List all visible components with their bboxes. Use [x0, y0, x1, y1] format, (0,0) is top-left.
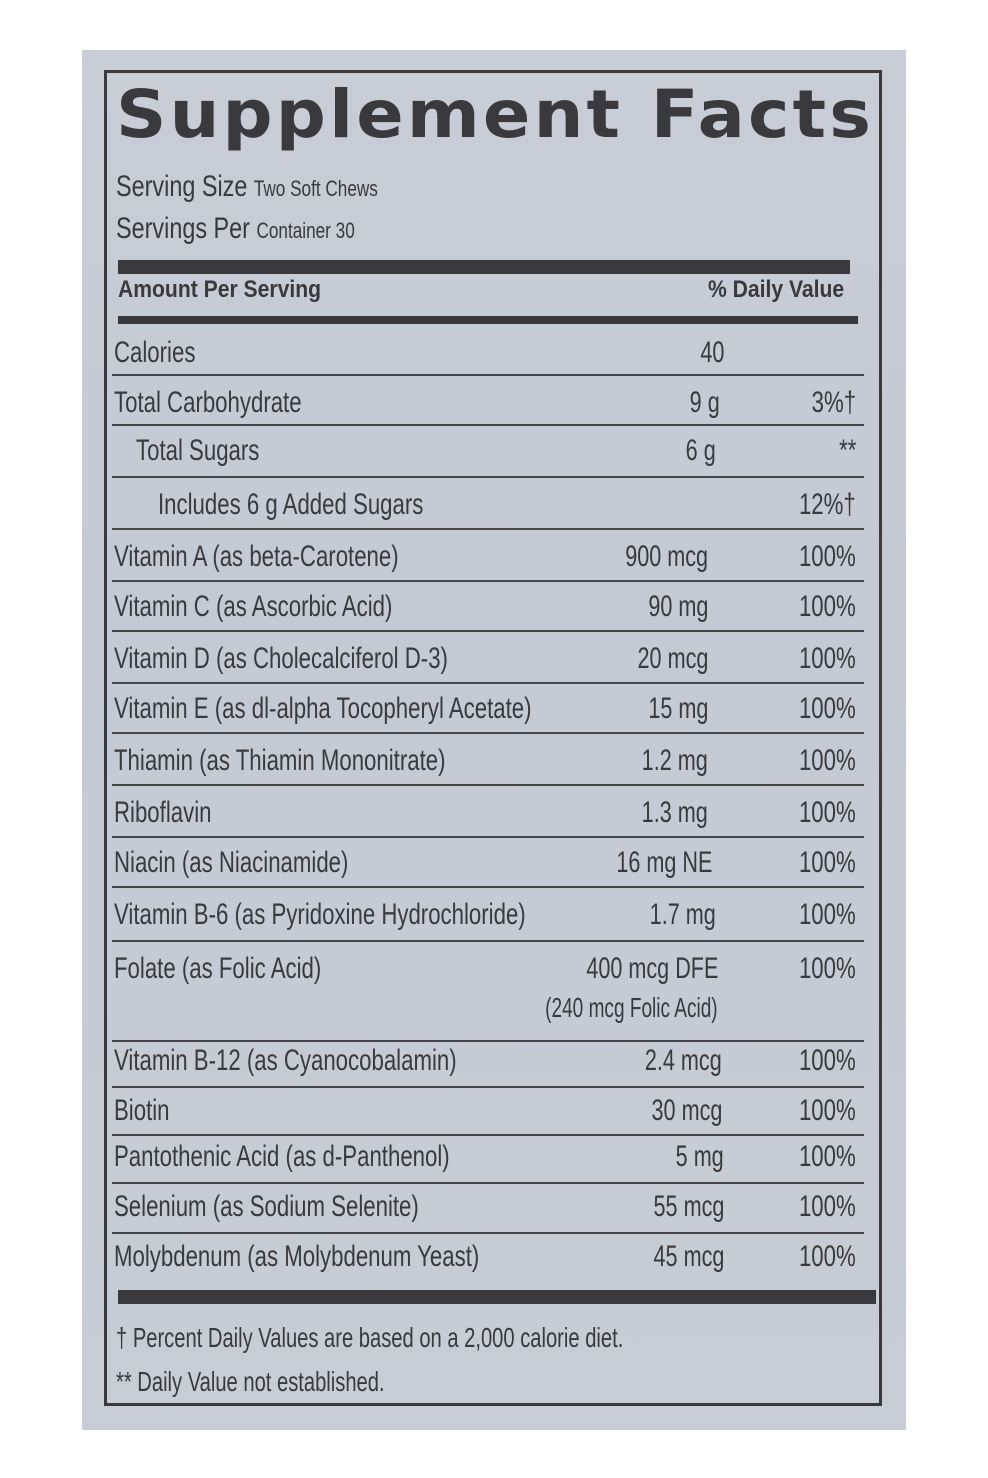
serving-size-value: Two Soft Chews	[253, 176, 378, 201]
nutrient-name: Thiamin (as Thiamin Mononitrate)	[114, 744, 446, 777]
nutrient-daily-value: 100%	[799, 692, 856, 725]
servings-per-container	[116, 212, 355, 246]
nutrient-amount: 5 mg	[675, 1140, 724, 1173]
nutrient-name: Riboflavin	[114, 796, 212, 829]
nutrient-amount: 1.3 mg	[641, 796, 708, 829]
nutrient-daily-value: 100%	[799, 846, 856, 879]
nutrient-name: Vitamin B-6 (as Pyridoxine Hydrochloride)	[114, 898, 526, 931]
table-row	[112, 1094, 864, 1136]
nutrient-name: Vitamin C (as Ascorbic Acid)	[114, 590, 393, 623]
nutrient-name: Includes 6 g Added Sugars	[158, 488, 424, 521]
nutrient-amount: 9 g	[689, 386, 720, 419]
nutrient-name: Biotin	[114, 1094, 170, 1127]
table-row	[112, 898, 864, 942]
table-row	[112, 692, 864, 734]
servings-per-container-value: Container 30	[256, 218, 355, 243]
top-thick-rule	[118, 260, 850, 274]
nutrient-name: Vitamin B-12 (as Cyanocobalamin)	[114, 1044, 457, 1077]
nutrient-daily-value: 100%	[799, 1240, 856, 1273]
nutrient-amount: 400 mcg DFE	[585, 952, 718, 985]
nutrient-daily-value: 100%	[799, 540, 856, 573]
nutrient-daily-value: 100%	[799, 590, 856, 623]
nutrient-amount: 90 mg	[647, 590, 708, 623]
nutrient-daily-value: **	[838, 434, 856, 467]
nutrient-name: Total Sugars	[136, 434, 260, 467]
table-row	[112, 1190, 864, 1234]
table-row	[112, 1044, 864, 1088]
nutrient-daily-value: 100%	[799, 744, 856, 777]
serving-size-label: Serving Size	[116, 170, 248, 203]
nutrient-amount: 6 g	[685, 434, 716, 467]
nutrient-amount: 900 mcg	[625, 540, 708, 573]
nutrient-name: Calories	[114, 336, 196, 369]
table-row	[112, 590, 864, 632]
daily-value-header: % Daily Value	[708, 276, 845, 303]
nutrient-amount: 40	[699, 336, 724, 369]
nutrient-name: Pantothenic Acid (as d-Panthenol)	[114, 1140, 450, 1173]
nutrient-amount-sub: (240 mcg Folic Acid)	[545, 992, 718, 1023]
nutrient-name: Vitamin E (as dl-alpha Tocopheryl Acetate)	[114, 692, 532, 725]
table-row	[112, 796, 864, 838]
nutrient-daily-value: 3%†	[811, 386, 856, 419]
nutrient-name: Folate (as Folic Acid)	[114, 952, 322, 985]
header-rule	[118, 316, 858, 324]
table-row	[112, 744, 864, 786]
nutrient-amount: 16 mg NE	[615, 846, 712, 879]
table-row	[112, 434, 864, 478]
nutrient-daily-value: 12%†	[799, 488, 856, 521]
table-row	[112, 386, 864, 426]
nutrient-daily-value: 100%	[799, 1044, 856, 1077]
table-row	[112, 540, 864, 582]
nutrient-amount: 1.7 mg	[649, 898, 716, 931]
servings-per-container-label: Servings Per	[116, 212, 250, 245]
table-row	[112, 846, 864, 888]
amount-per-serving-header: Amount Per Serving	[118, 276, 322, 303]
bottom-thick-rule	[118, 1290, 876, 1304]
table-row	[112, 1240, 864, 1282]
nutrient-daily-value: 100%	[799, 642, 856, 675]
serving-size	[116, 170, 378, 204]
nutrient-amount: 20 mcg	[637, 642, 708, 675]
nutrient-amount: 2.4 mcg	[645, 1044, 722, 1077]
footnote-percent-daily-values: † Percent Daily Values are based on a 2,000 calorie diet.	[116, 1322, 624, 1353]
footnote-daily-value-not-established: ** Daily Value not established.	[116, 1366, 385, 1397]
nutrient-daily-value: 100%	[799, 952, 856, 985]
nutrient-daily-value: 100%	[799, 1190, 856, 1223]
nutrient-name: Vitamin A (as beta-Carotene)	[114, 540, 399, 573]
nutrient-daily-value: 100%	[799, 1094, 856, 1127]
nutrient-amount: 15 mg	[647, 692, 708, 725]
nutrient-amount: 45 mcg	[653, 1240, 724, 1273]
nutrient-daily-value: 100%	[799, 1140, 856, 1173]
table-row	[112, 488, 864, 530]
nutrient-amount: 55 mcg	[653, 1190, 724, 1223]
nutrient-name: Selenium (as Sodium Selenite)	[114, 1190, 419, 1223]
nutrient-amount: 1.2 mg	[641, 744, 708, 777]
table-row	[112, 952, 864, 1042]
nutrient-amount: 30 mcg	[651, 1094, 722, 1127]
table-row	[112, 1140, 864, 1184]
table-row	[112, 336, 864, 376]
nutrient-name: Total Carbohydrate	[114, 386, 302, 419]
panel-title: Supplement Facts	[116, 76, 875, 153]
nutrient-daily-value: 100%	[799, 796, 856, 829]
nutrient-name: Niacin (as Niacinamide)	[114, 846, 349, 879]
nutrient-name: Molybdenum (as Molybdenum Yeast)	[114, 1240, 480, 1273]
nutrient-daily-value: 100%	[799, 898, 856, 931]
table-row	[112, 642, 864, 684]
nutrient-name: Vitamin D (as Cholecalciferol D-3)	[114, 642, 448, 675]
